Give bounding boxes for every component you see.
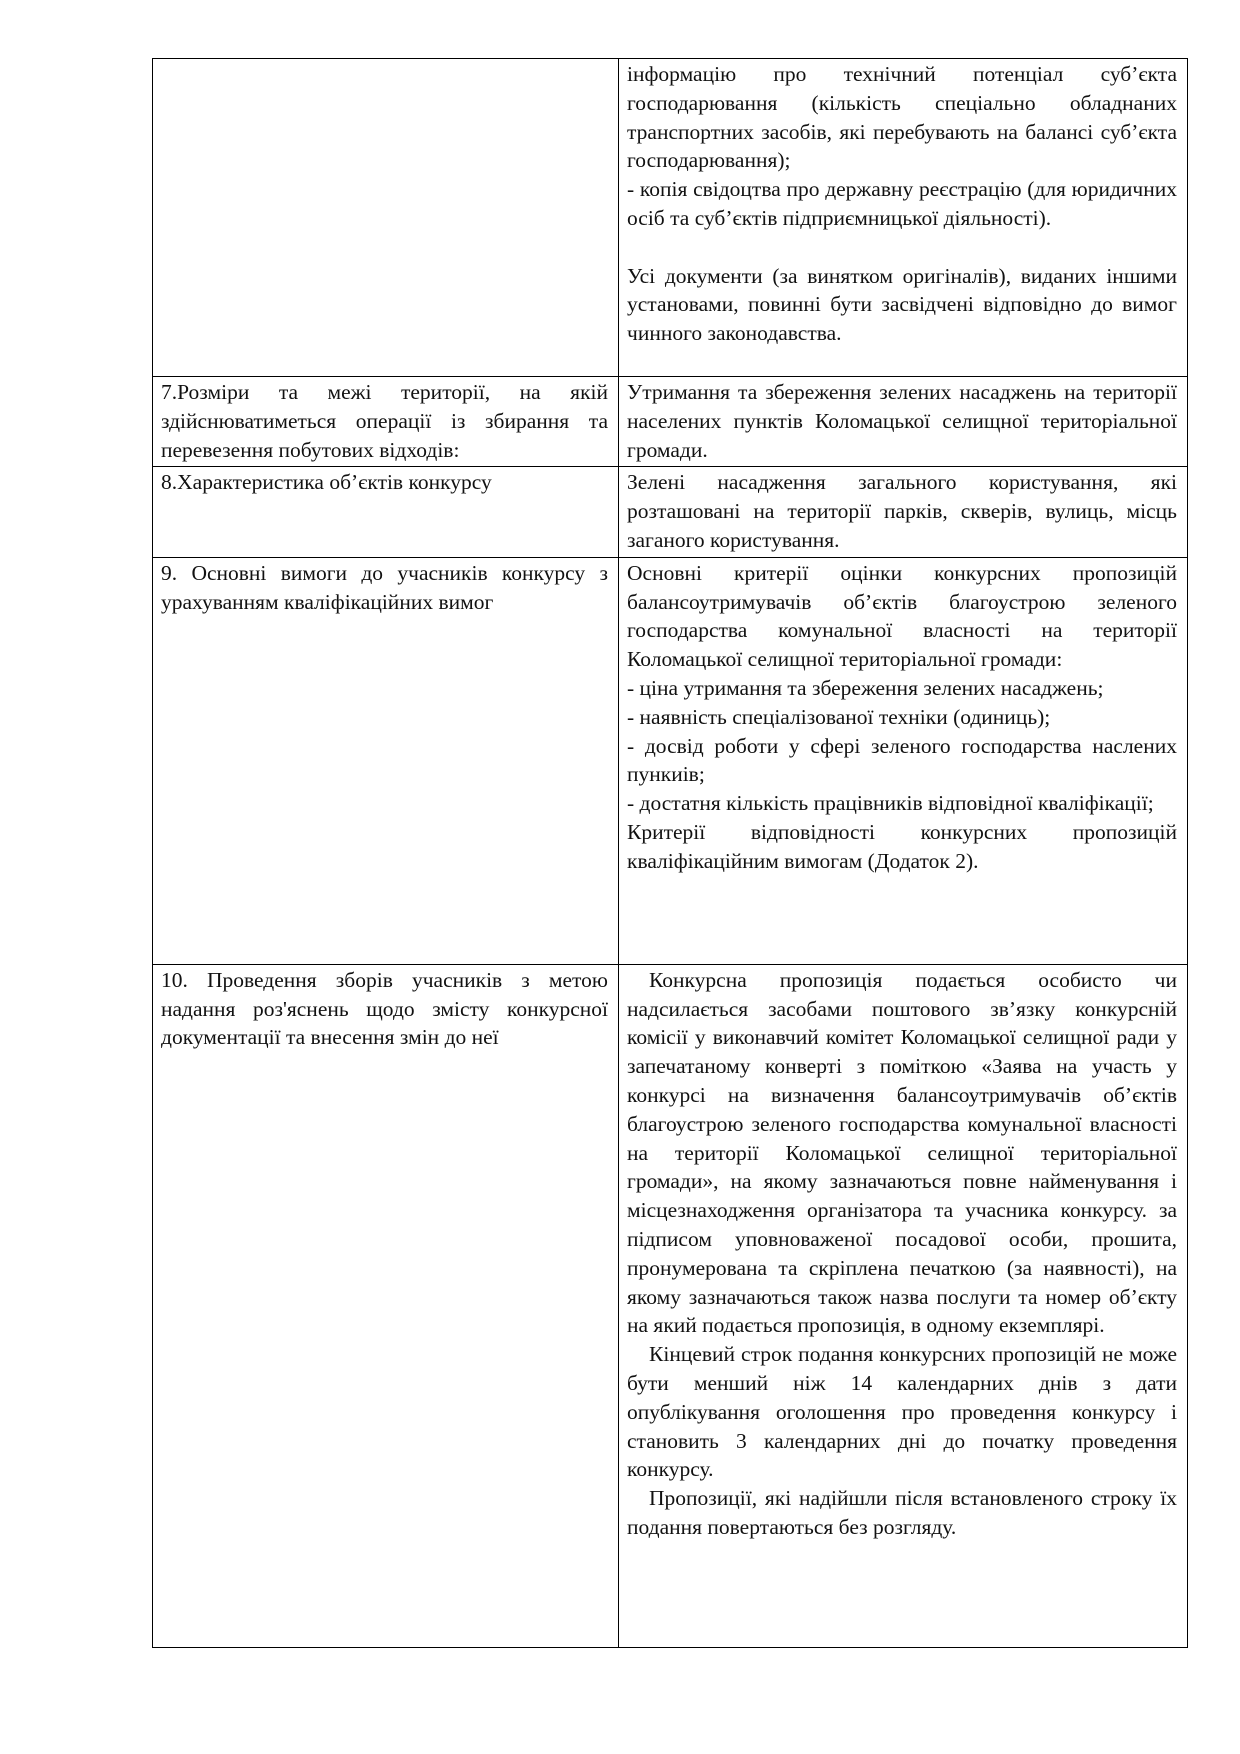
paragraph: Критерії відповідності конкурсних пропозицій кваліфікаційним вимогам (Додаток 2).	[627, 819, 1177, 873]
bullet-item: - наявність спеціалізованої техніки (одиниць);	[627, 704, 1051, 729]
table-row	[153, 557, 1188, 964]
table-row	[153, 59, 1188, 377]
row-label-cell	[153, 377, 619, 467]
row-label: 9. Основні вимоги до учасників конкурсу з урахуванням кваліфікаційних вимог	[161, 560, 608, 614]
row-label: 7.Розміри та межі території, на якій здійснюватиметься операції із збирання та перевезення побутових відходів:	[161, 380, 608, 462]
table-row	[153, 964, 1188, 1647]
row-content-cell	[619, 59, 1188, 377]
row-content-cell	[619, 377, 1188, 467]
paragraph: Усі документи (за винятком оригіналів), виданих іншими установами, повинні бути засвідчені відповідно до вимог чинного законодавства.	[627, 263, 1177, 346]
row-content-cell	[619, 557, 1188, 964]
paragraph: Кінцевий строк подання конкурсних пропозицій не може бути менший ніж 14 календарних днів з дати опублікування оголошення про проведення конкурсу і становить 3 календарних дні до початку проведення конкурсу.	[627, 1342, 1177, 1482]
blank-line	[627, 233, 1177, 262]
paragraph: - копія свідоцтва про державну реєстрацію (для юридичних осіб та суб’єктів підприємницької діяльності).	[627, 177, 1177, 230]
table-row	[153, 377, 1188, 467]
paragraph: Конкурсна пропозиція подається особисто чи надсилається засобами поштового зв’язку конкурсній комісії у виконавчий комітет Коломацької селищної ради у запечатаному конверті з поміткою «Заява на участь у конкурсі на визначення балансоутримувачів об’єктів благоустрою зеленого господарства комунальної власності на території Коломацької селищної територіальної громади», на якому зазначаються повне найменування і місцезнаходження організатора та учасника конкурсу. за підписом уповноваженої посадової особи, прошита, пронумерована та скріплена печаткою (за наявності), на якому зазначаються також назва послуги та номер об’єкту на який подається пропозиція, в одному екземплярі.	[627, 967, 1177, 1338]
row-label-cell	[153, 557, 619, 964]
competition-terms-table	[152, 58, 1188, 1648]
row-label: 10. Проведення зборів учасників з метою надання роз'яснень щодо змісту конкурсної документації та внесення змін до неї	[161, 967, 608, 1050]
paragraph: інформацію про технічний потенціал суб’єкта господарювання (кількість спеціально обладнаних транспортних засобів, які перебувають на балансі суб’єкта господарювання);	[627, 62, 1177, 173]
row-label: 8.Характеристика об’єктів конкурсу	[161, 470, 492, 495]
row-label-cell	[153, 964, 619, 1647]
paragraph: Пропозиції, які надійшли після встановленого строку їх подання повертаються без розгляду.	[627, 1486, 1177, 1539]
bullet-item: - ціна утримання та збереження зелених насаджень;	[627, 675, 1104, 700]
paragraph: Зелені насадження загального користування, які розташовані на території парків, скверів, вулиць, місць заганого користування.	[627, 470, 1177, 552]
row-content-cell	[619, 964, 1188, 1647]
paragraph: Основні критерії оцінки конкурсних пропозицій балансоутримувачів об’єктів благоустрою зеленого господарства комунальної власності на території Коломацької селищної територіальної громади:	[627, 560, 1177, 672]
row-label-cell	[153, 467, 619, 557]
bullet-item: - досвід роботи у сфері зеленого господарства наслених пункиів;	[627, 733, 1177, 787]
row-content-cell	[619, 467, 1188, 557]
table-row	[153, 467, 1188, 557]
bullet-item: - достатня кількість працівників відповідної кваліфікації;	[627, 791, 1154, 816]
paragraph: Утримання та збереження зелених насаджень на території населених пунктів Коломацької селищної територіальної громади.	[627, 380, 1177, 462]
row-label-cell	[153, 59, 619, 377]
